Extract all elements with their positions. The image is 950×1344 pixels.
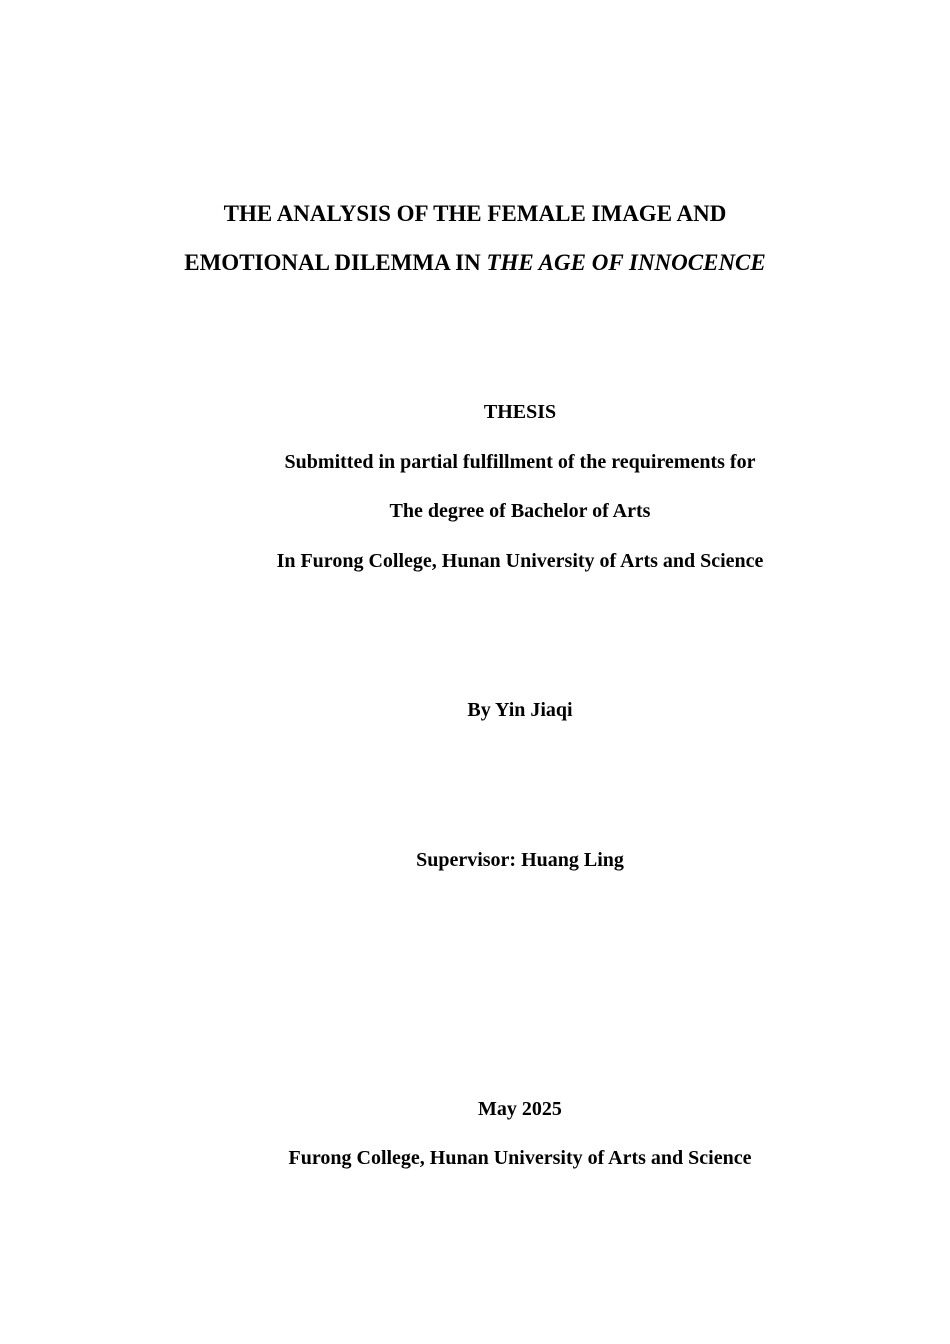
footer-institution: Furong College, Hunan University of Arts and Science [288,1147,752,1169]
thesis-title-line-2 [0,251,950,274]
submission-statement: Submitted in partial fulfillment of the requirements for [284,451,756,473]
thesis-title-line-1 [0,202,950,225]
thesis-heading: THESIS [483,401,557,423]
supervisor-line: Supervisor: Huang Ling [416,849,624,871]
thesis-title-text-2: EMOTIONAL DILEMMA IN [184,250,487,275]
institution-statement: In Furong College, Hunan University of Arts and Science [276,550,764,572]
thesis-title-text-1: THE ANALYSIS OF THE FEMALE IMAGE AND [223,201,727,226]
book-title: THE AGE OF INNOCENCE [486,250,766,275]
degree-statement: The degree of Bachelor of Arts [389,500,651,522]
date-line: May 2025 [478,1098,562,1120]
author-line: By Yin Jiaqi [467,699,573,721]
